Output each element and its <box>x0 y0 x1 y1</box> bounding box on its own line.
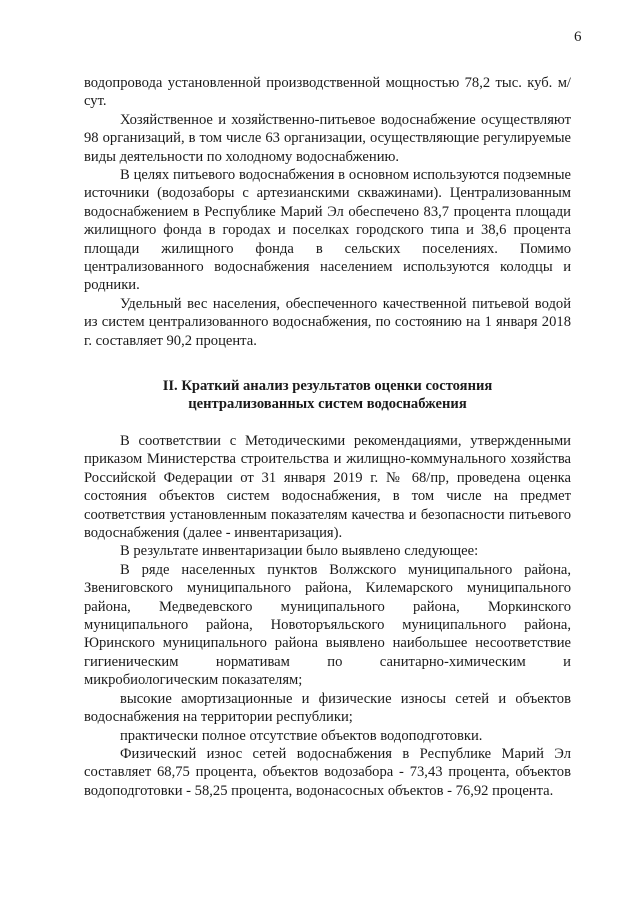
paragraph: В целях питьевого водоснабжения в основном используются подземные источники (водозаборы с артезианскими скважинами). Централизованным водоснабжением в Республике Марий Эл обеспечено 83,7 процента площади жилищного фонда в городах и поселках городского типа и 38,6 процента площади жилищного фонда в сельских поселениях. Помимо централизованного водоснабжения населением используются колодцы и родники. <box>84 167 571 294</box>
section-heading-line: централизованных систем водоснабжения <box>188 396 467 413</box>
paragraph: Физический износ сетей водоснабжения в Республике Марий Эл составляет 68,75 процента, объектов водозабора - 73,43 процента, объектов водоподготовки - 58,25 процента, водонасосных объектов - 76,92 процента. <box>84 745 571 799</box>
page-number: 6 <box>574 29 582 45</box>
paragraph: Хозяйственное и хозяйственно-питьевое водоснабжение осуществляют 98 организаций, в том числе 63 организации, осуществляющие регулируемые виды деятельности по холодному водоснабжению. <box>84 111 571 165</box>
paragraph: практически полное отсутствие объектов водоподготовки. <box>120 727 483 744</box>
section-heading <box>84 377 571 414</box>
paragraph: водопровода установленной производственной мощностью 78,2 тыс. куб. м/сут. <box>84 75 571 110</box>
paragraph: высокие амортизационные и физические износы сетей и объектов водоснабжения на территории республики; <box>84 690 571 726</box>
paragraph: В ряде населенных пунктов Волжского муниципального района, Звениговского муниципального района, Килемарского муниципального района, Медведевского муниципального района, Моркинского муниципального района, Новоторъяльского муниципального района, Юринского муниципального района выявлено наибольшее несоответствие гигиеническим нормативам по санитарно-химическим и микробиологическим показателям; <box>84 561 571 689</box>
paragraph: В соответствии с Методическими рекомендациями, утвержденными приказом Министерства строительства и жилищно-коммунального хозяйства Российской Федерации от 31 января 2019 г. № 68/пр, проведена оценка состояния объектов систем водоснабжения, в том числе на предмет соответствия установленным показателям качества и безопасности питьевого водоснабжения (далее - инвентаризация). <box>84 433 571 542</box>
body-text-top <box>84 74 571 350</box>
body-text-bottom <box>84 432 571 800</box>
paragraph: Удельный вес населения, обеспеченного качественной питьевой водой из систем централизованного водоснабжения, по состоянию на 1 января 2018 г. составляет 90,2 процента. <box>84 295 571 349</box>
section-heading-line: II. Краткий анализ результатов оценки состояния <box>162 378 493 394</box>
paragraph: В результате инвентаризации было выявлено следующее: <box>120 543 479 560</box>
